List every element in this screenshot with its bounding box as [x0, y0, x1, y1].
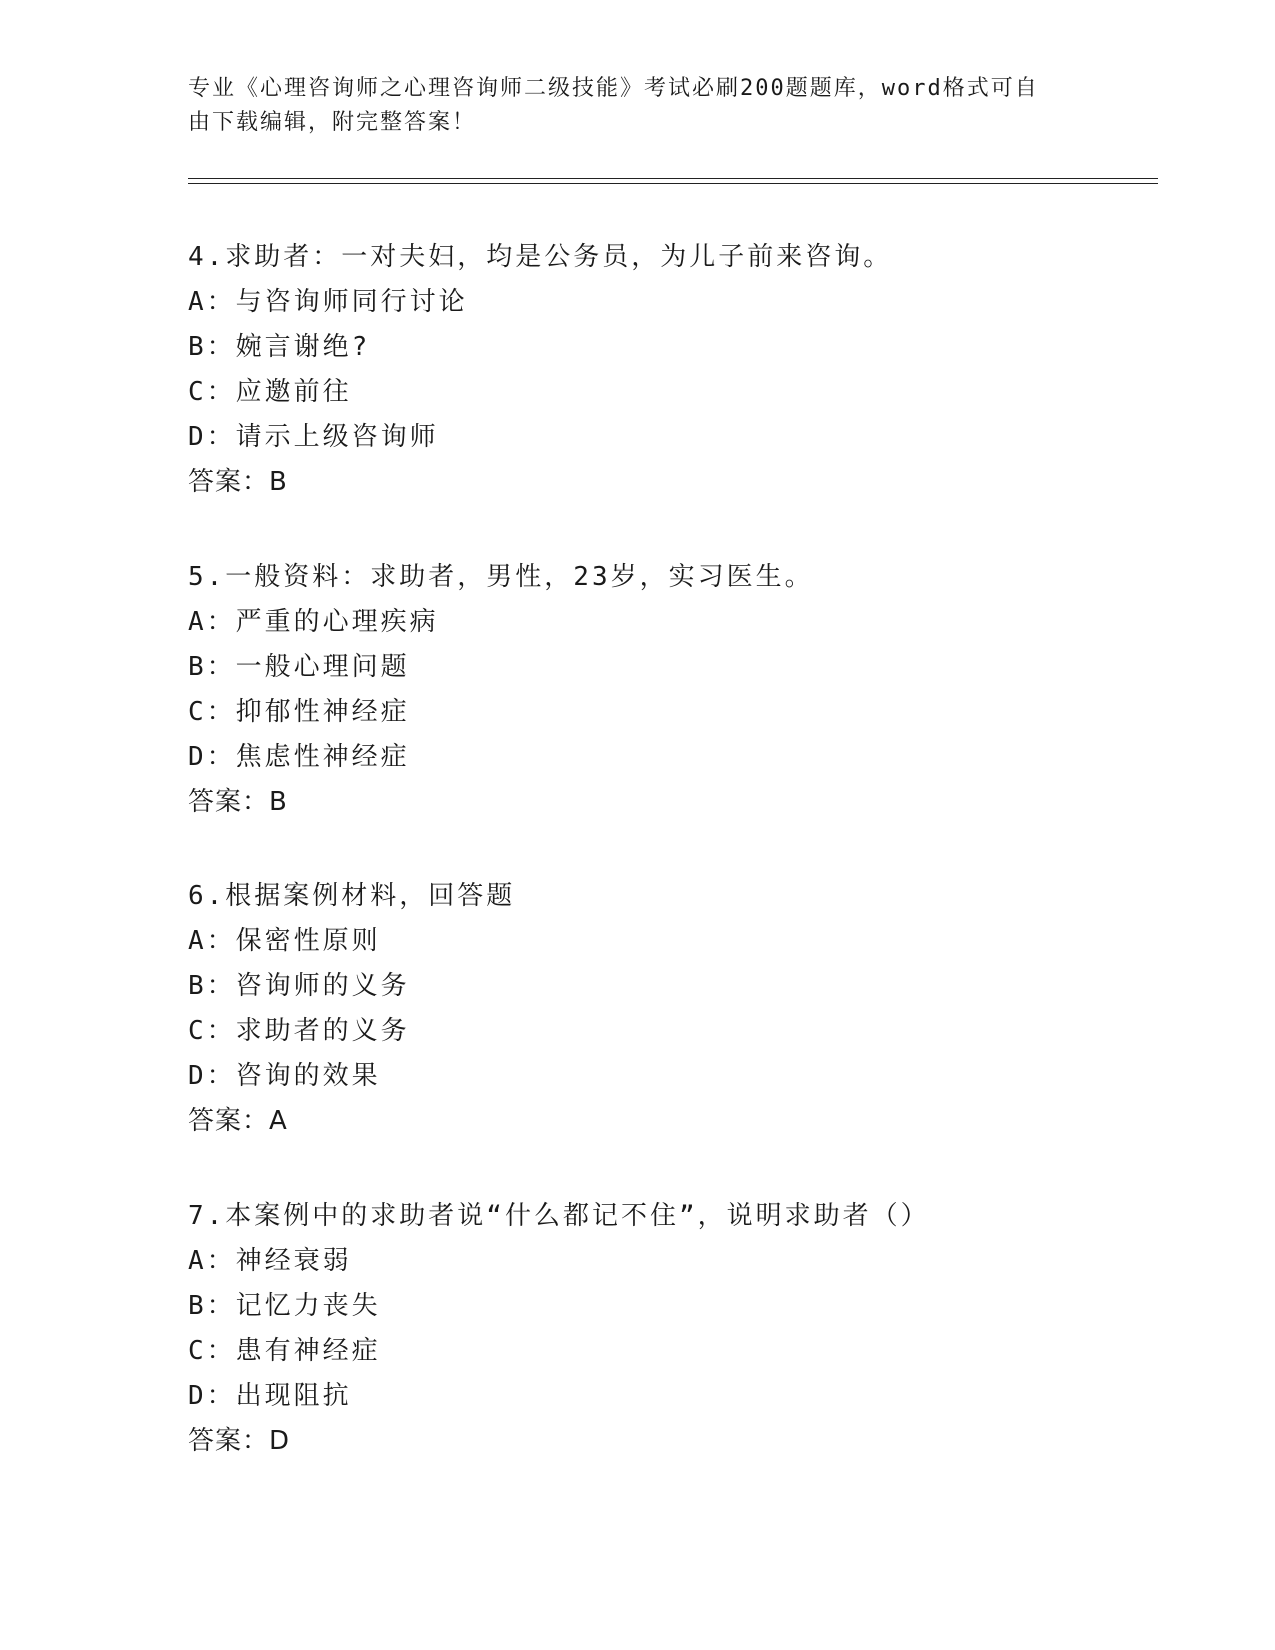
- question-stem: 4.求助者：一对夫妇，均是公务员，为儿子前来咨询。: [188, 242, 893, 272]
- option-b: B：记忆力丧失: [188, 1291, 381, 1321]
- header-divider-bottom: [188, 183, 1158, 184]
- option-a: A：神经衰弱: [188, 1246, 352, 1276]
- question-7: [188, 1194, 1148, 1464]
- header-line-2: 由下载编辑，附完整答案！: [188, 110, 477, 135]
- option-b: B：婉言谢绝?: [188, 332, 371, 362]
- document-header: [188, 72, 1078, 140]
- header-line-1: 专业《心理咨询师之心理咨询师二级技能》考试必刷200题题库，word格式可自: [188, 76, 1039, 101]
- option-d: D：出现阻抗: [188, 1381, 352, 1411]
- option-b: B：咨询师的义务: [188, 971, 410, 1001]
- option-b: B：一般心理问题: [188, 652, 410, 682]
- question-5: [188, 555, 1148, 825]
- option-a: A：保密性原则: [188, 926, 381, 956]
- header-divider-top: [188, 178, 1158, 179]
- option-d: D：焦虑性神经症: [188, 742, 410, 772]
- option-d: D：咨询的效果: [188, 1061, 381, 1091]
- option-c: C：抑郁性神经症: [188, 697, 410, 727]
- question-6: [188, 874, 1148, 1144]
- answer: 答案：D: [188, 1426, 291, 1456]
- option-c: C：应邀前往: [188, 377, 352, 407]
- question-stem: 6.根据案例材料，回答题: [188, 881, 516, 911]
- option-c: C：患有神经症: [188, 1336, 381, 1366]
- option-c: C：求助者的义务: [188, 1016, 410, 1046]
- option-a: A：与咨询师同行讨论: [188, 287, 468, 317]
- option-d: D：请示上级咨询师: [188, 422, 439, 452]
- answer: 答案：B: [188, 787, 288, 817]
- question-4: [188, 235, 1148, 505]
- answer: 答案：A: [188, 1106, 288, 1136]
- option-a: A：严重的心理疾病: [188, 607, 439, 637]
- answer: 答案：B: [188, 467, 288, 497]
- question-stem: 7.本案例中的求助者说“什么都记不住”，说明求助者（）: [188, 1201, 930, 1231]
- question-stem: 5.一般资料：求助者，男性，23岁，实习医生。: [188, 562, 814, 592]
